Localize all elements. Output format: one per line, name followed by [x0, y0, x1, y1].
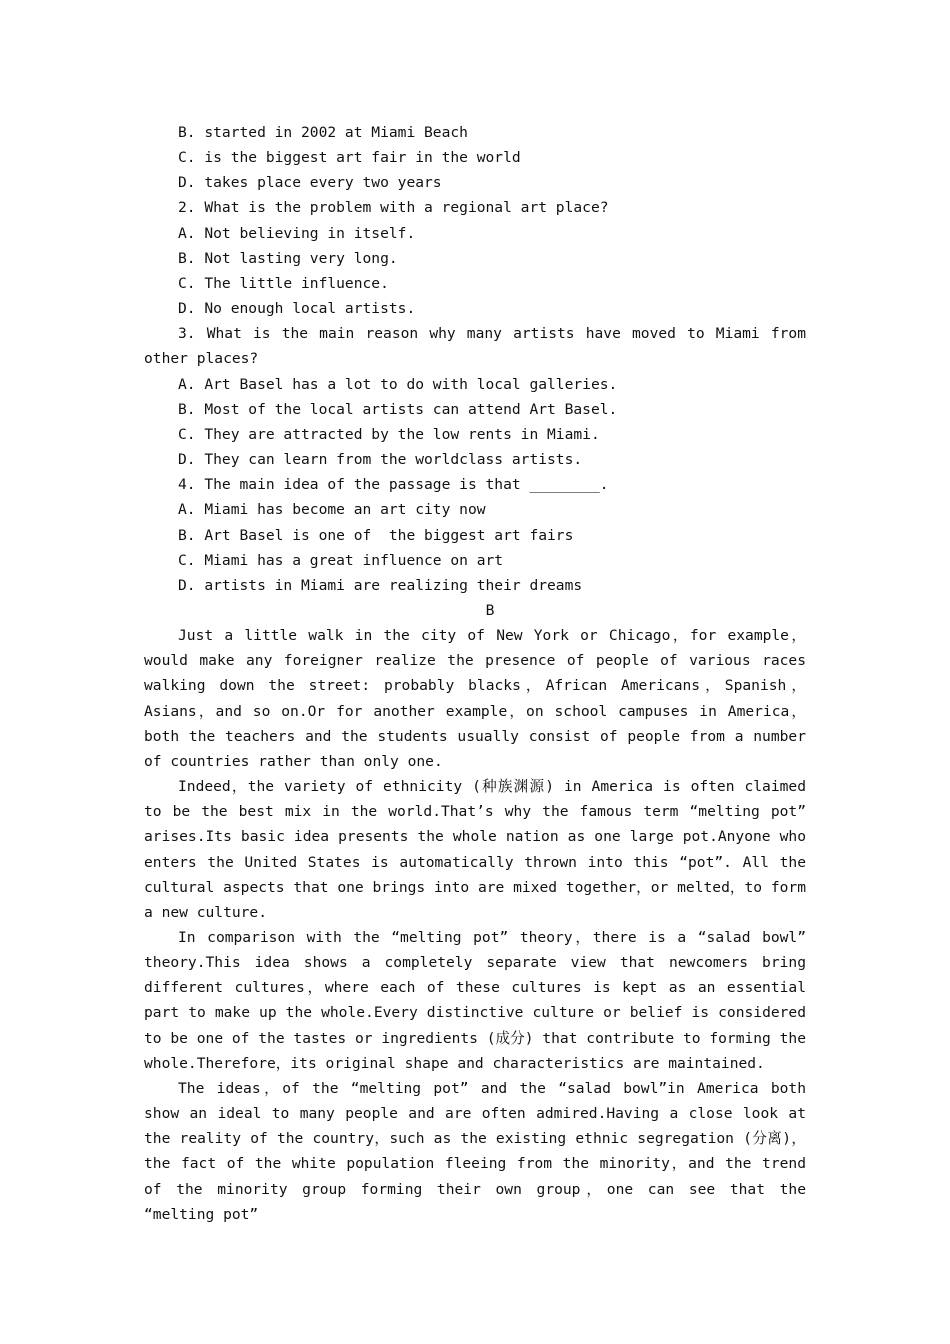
question-3: [144, 321, 806, 472]
question-stem: 4. The main idea of the passage is that ________.: [178, 476, 609, 494]
option-text: B. started in 2002 at Miami Beach: [178, 124, 468, 141]
question-2: [144, 195, 806, 321]
passage-paragraph: Indeed，the variety of ethnicity (种族渊源) in America is often claimed to be the best mix in the world.That’s why the famous term “melting pot” arises.Its basic idea presents the whole nation as one large pot.Anyone who enters the United States is automatically thrown into this “pot”. All the cultural aspects that one brings into are mixed together，or melted，to form a new culture.: [144, 778, 806, 921]
passage-paragraph: Just a little walk in the city of New York or Chicago，for example，would make any foreigner realize the presence of people of various races walking down the street: probably blacks，African Americans，Spanish，Asians，and so on.Or for another example，on school campuses in America，both the teachers and the students usually consist of people from a number of countries rather than only one.: [144, 627, 806, 770]
question-4: [144, 472, 806, 598]
question-stem: 2. What is the problem with a regional art place?: [178, 199, 609, 217]
option-text: B. Not lasting very long.: [178, 249, 398, 267]
option-text: B. Art Basel is one of the biggest art fairs: [178, 526, 574, 544]
option-text: C. They are attracted by the low rents in Miami.: [178, 425, 600, 443]
passage-b: [144, 598, 806, 1227]
option-text: D. takes place every two years: [178, 174, 442, 192]
option-text: C. is the biggest art fair in the world: [178, 149, 521, 167]
option-text: B. Most of the local artists can attend Art Basel.: [178, 400, 618, 418]
passage-paragraph: The ideas，of the “melting pot” and the “salad bowl”in America both show an ideal to many people and are often admired.Having a close look at the reality of the country，such as the existing ethnic segregation (分离)，the fact of the white population fleeing from the minority，and the trend of the minority group forming their own group，one can see that the “melting pot”: [144, 1079, 806, 1223]
option-text: A. Miami has become an art city now: [178, 501, 486, 519]
option-text: D. They can learn from the worldclass artists.: [178, 451, 583, 469]
option-text: A. Not believing in itself.: [178, 224, 416, 242]
document-page: [144, 120, 806, 1227]
question-1-options: [144, 120, 806, 195]
question-stem: 3. What is the main reason why many artists have moved to Miami from other places?: [144, 325, 806, 368]
passage-paragraph: In comparison with the “melting pot” theory，there is a “salad bowl” theory.This idea shows a completely separate view that newcomers bring different cultures，where each of these cultures is kept as an essential part to make up the whole.Every distinctive culture or belief is considered to be one of the tastes or ingredients (成分) that contribute to forming the whole.Therefore，its original shape and characteristics are maintained.: [144, 929, 806, 1072]
option-text: C. The little influence.: [178, 274, 389, 292]
section-heading: B: [485, 601, 495, 619]
option-text: C. Miami has a great influence on art: [178, 551, 504, 569]
option-text: D. No enough local artists.: [178, 300, 416, 318]
option-text: D. artists in Miami are realizing their dreams: [178, 576, 583, 594]
option-text: A. Art Basel has a lot to do with local galleries.: [178, 375, 618, 393]
